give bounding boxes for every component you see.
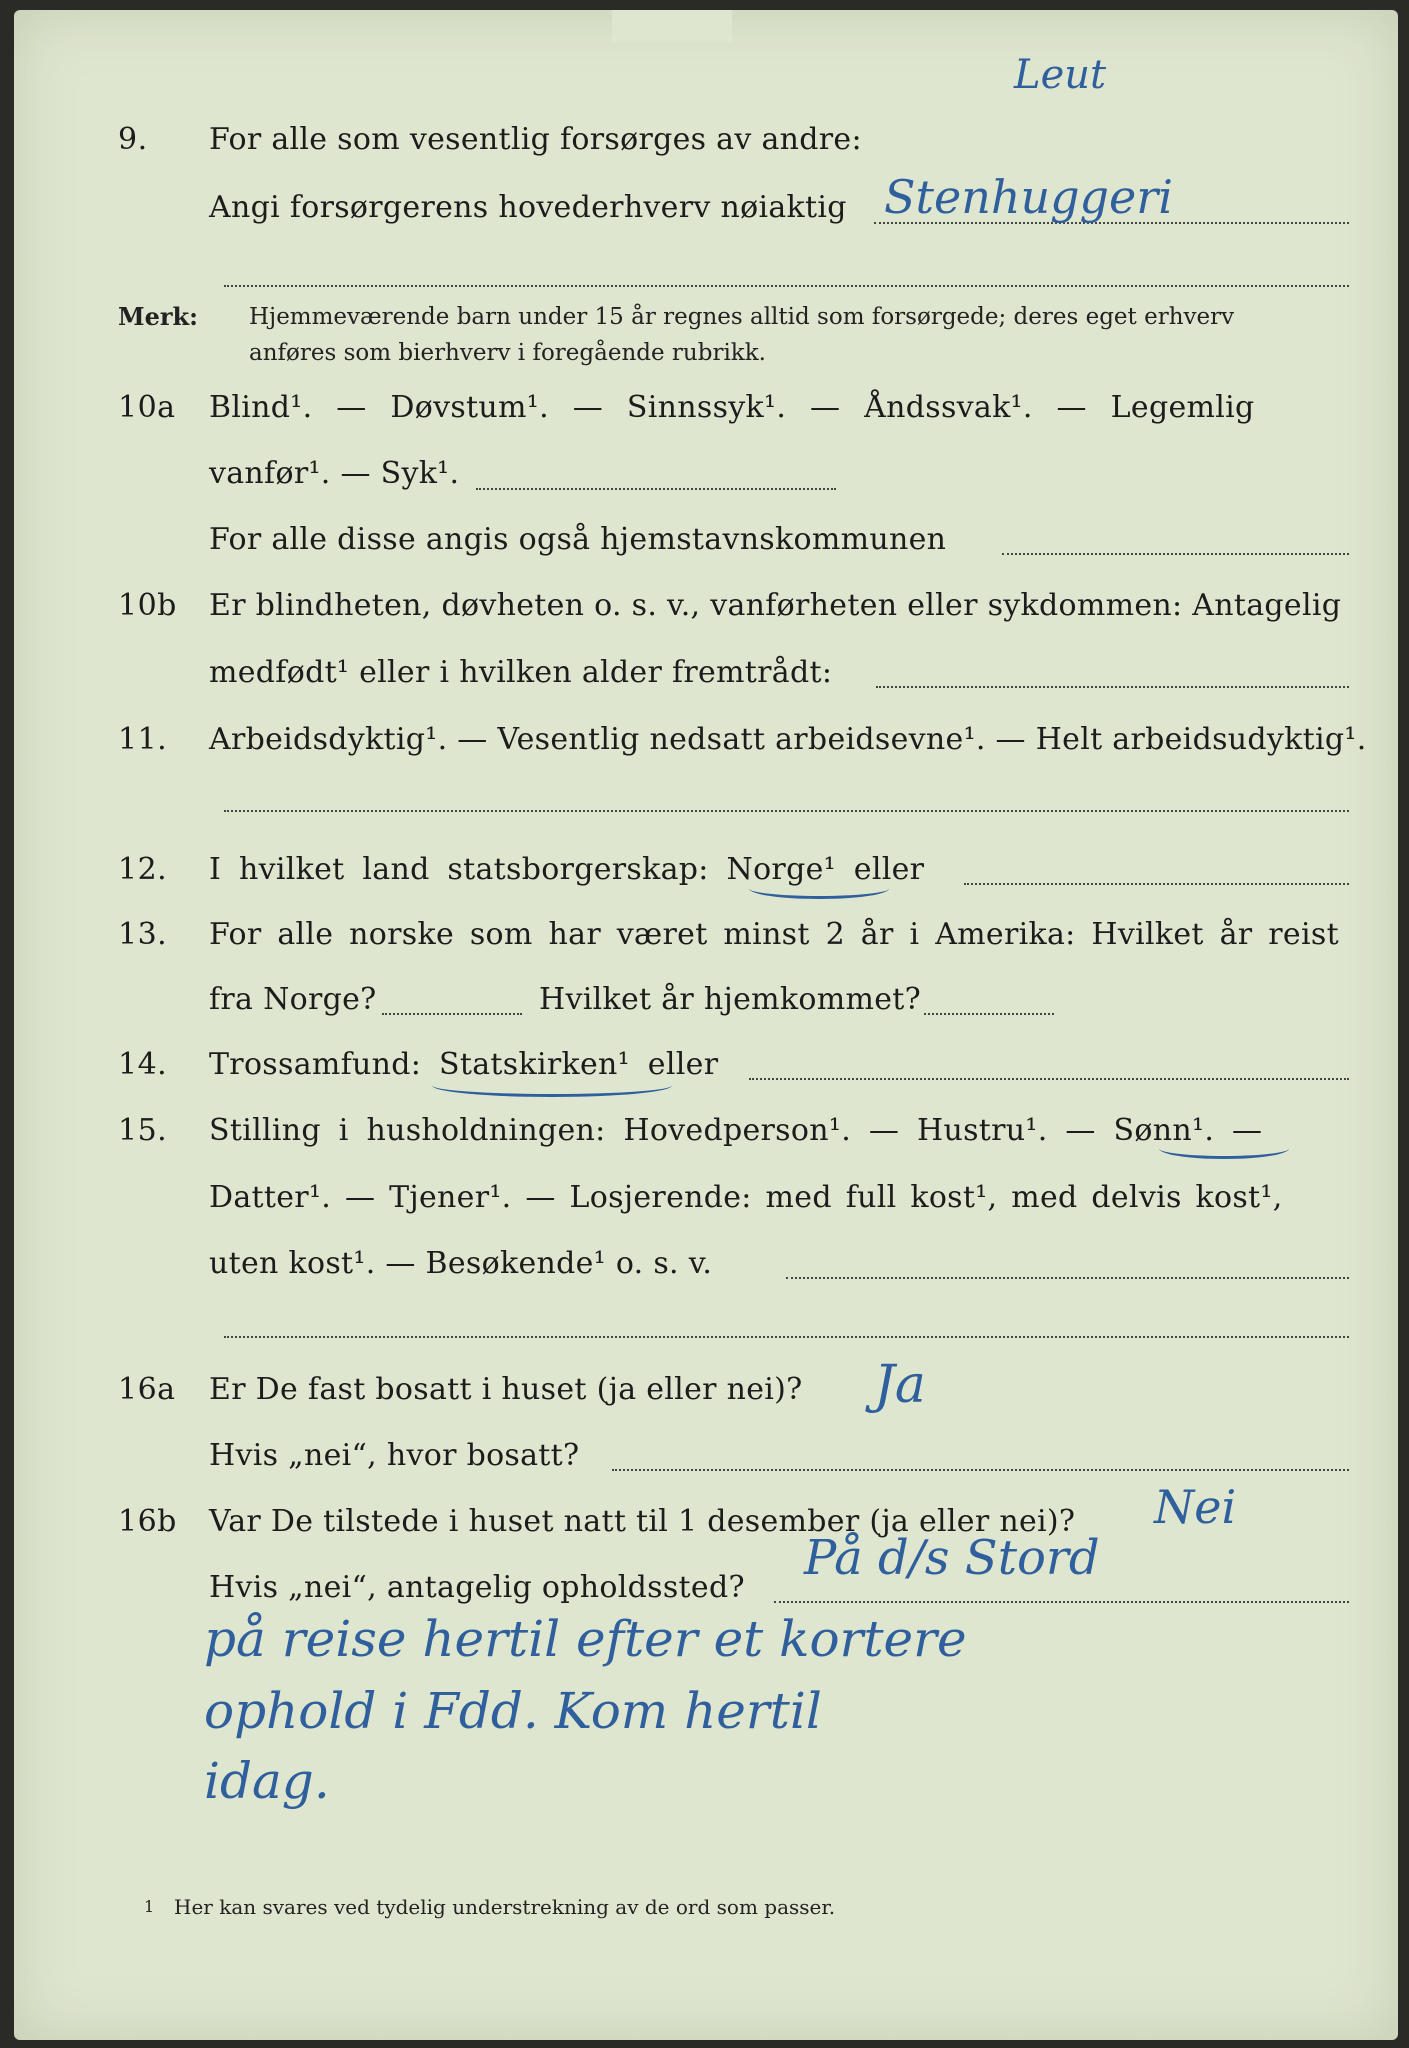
q10a-line-1: Blind¹. — Døvstum¹. — Sinnssyk¹. — Åndssvak¹. — Legemlig <box>209 390 1255 425</box>
q16a-line-2: Hvis „nei“, hvor bosatt? <box>209 1438 580 1473</box>
q11-line-1: Arbeidsdyktig¹. — Vesentlig nedsatt arbeidsevne¹. — Helt arbeidsudyktig¹. <box>209 722 1367 757</box>
q15-number: 15. <box>118 1113 168 1148</box>
q13-number: 13. <box>118 917 168 952</box>
page-tab <box>612 10 732 42</box>
q14-number: 14. <box>118 1047 168 1082</box>
q15-line-3: uten kost¹. — Besøkende¹ o. s. v. <box>209 1246 713 1281</box>
q16b-line-1: Var De tilstede i huset natt til 1 desember (ja eller nei)? <box>209 1504 1076 1539</box>
q9-extra-line <box>224 285 1349 287</box>
q15-answer-line <box>786 1277 1349 1279</box>
merk-label: Merk: <box>118 302 198 331</box>
q9-row-1 <box>14 122 1398 182</box>
q10a-kommune-line <box>1002 553 1349 555</box>
q15-line-1: Stilling i husholdningen: Hovedperson¹. — Hustru¹. — Sønn¹. — <box>209 1113 1263 1148</box>
q9-row-2 <box>14 190 1398 250</box>
q15-row-2 <box>14 1180 1398 1240</box>
q9-number: 9. <box>118 122 148 157</box>
q10b-number: 10b <box>118 588 177 623</box>
q10b-line-2: medfødt¹ eller i hvilken alder fremtrådt: <box>209 655 833 690</box>
footnote-text: Her kan svares ved tydelig understrekning av de ord som passer. <box>174 1895 836 1919</box>
q13-row-2 <box>14 982 1398 1042</box>
q12-number: 12. <box>118 852 168 887</box>
q16b-answer-line <box>774 1601 1349 1603</box>
q14-answer-line <box>749 1078 1349 1080</box>
q14-row-1 <box>14 1047 1398 1107</box>
q10a-row-2 <box>14 456 1398 516</box>
q11-answer-line <box>224 810 1349 812</box>
q13-line-2a: fra Norge? <box>209 982 377 1017</box>
handwritten-note-above: Leut <box>1014 52 1107 98</box>
q11-number: 11. <box>118 722 168 757</box>
q16b-line-2: Hvis „nei“, antagelig opholdssted? <box>209 1570 745 1605</box>
q10a-row-3 <box>14 522 1398 582</box>
q10a-number: 10a <box>118 390 176 425</box>
q16b-handwritten-note-2: ophold i Fdd. Kom hertil <box>204 1682 822 1740</box>
q13-hjemkommet-line <box>924 1013 1054 1015</box>
q15-line-2: Datter¹. — Tjener¹. — Losjerende: med full kost¹, med delvis kost¹, <box>209 1180 1283 1215</box>
q16b-number: 16b <box>118 1504 177 1539</box>
q16b-handwritten-place: På d/s Stord <box>804 1530 1100 1586</box>
q10a-syk-line <box>476 488 836 490</box>
q12-row-1 <box>14 852 1398 912</box>
q16a-answer-line <box>612 1469 1349 1471</box>
sonn-underline <box>1159 1138 1289 1159</box>
q16a-line-1: Er De fast bosatt i huset (ja eller nei)? <box>209 1372 803 1407</box>
q14-line-1: Trossamfund: Statskirken¹ eller <box>209 1047 719 1082</box>
q13-line-2b: Hvilket år hjemkommet? <box>539 982 922 1017</box>
q13-reist-line <box>382 1013 522 1015</box>
q13-line-1: For alle norske som har været minst 2 år i Amerika: Hvilket år reist <box>209 917 1339 952</box>
q16b-handwritten-answer: Nei <box>1154 1480 1237 1534</box>
q16a-number: 16a <box>118 1372 176 1407</box>
merk-line-1: Hjemmeværende barn under 15 år regnes alltid som forsørgede; deres eget erhverv <box>249 304 1235 330</box>
q16a-handwritten-answer: Ja <box>874 1355 926 1415</box>
q11-row-1 <box>14 722 1398 782</box>
q12-line-1: I hvilket land statsborgerskap: Norge¹ eller <box>209 852 925 887</box>
q10a-line-3: For alle disse angis også hjemstavnskommunen <box>209 522 947 557</box>
q16a-row-1 <box>14 1372 1398 1432</box>
q9-handwritten-answer: Stenhuggeri <box>884 170 1173 224</box>
q10b-row-2 <box>14 655 1398 715</box>
statskirken-underline <box>432 1074 672 1097</box>
q15-row-3 <box>14 1246 1398 1306</box>
footnote-number: 1 <box>144 1897 155 1916</box>
q9-line-1: For alle som vesentlig forsørges av andre: <box>209 122 862 157</box>
merk-line-2: anføres som bierhverv i foregående rubrikk. <box>249 340 766 366</box>
norge-underline <box>749 878 889 899</box>
q10a-line-2: vanfør¹. — Syk¹. <box>209 456 460 491</box>
q10b-answer-line <box>876 686 1349 688</box>
q10b-row-1 <box>14 588 1398 648</box>
q16b-handwritten-note-1: på reise hertil efter et kortere <box>204 1610 967 1668</box>
q12-answer-line <box>964 883 1349 885</box>
q15-extra-line <box>224 1336 1349 1338</box>
q10a-row-1 <box>14 390 1398 450</box>
census-form-page <box>14 10 1398 2040</box>
q16b-handwritten-note-3: idag. <box>204 1752 330 1810</box>
q10b-line-1: Er blindheten, døvheten o. s. v., vanførheten eller sykdommen: Antagelig <box>209 588 1342 623</box>
q9-line-2: Angi forsørgerens hovederhverv nøiaktig <box>209 190 847 225</box>
q13-row-1 <box>14 917 1398 977</box>
